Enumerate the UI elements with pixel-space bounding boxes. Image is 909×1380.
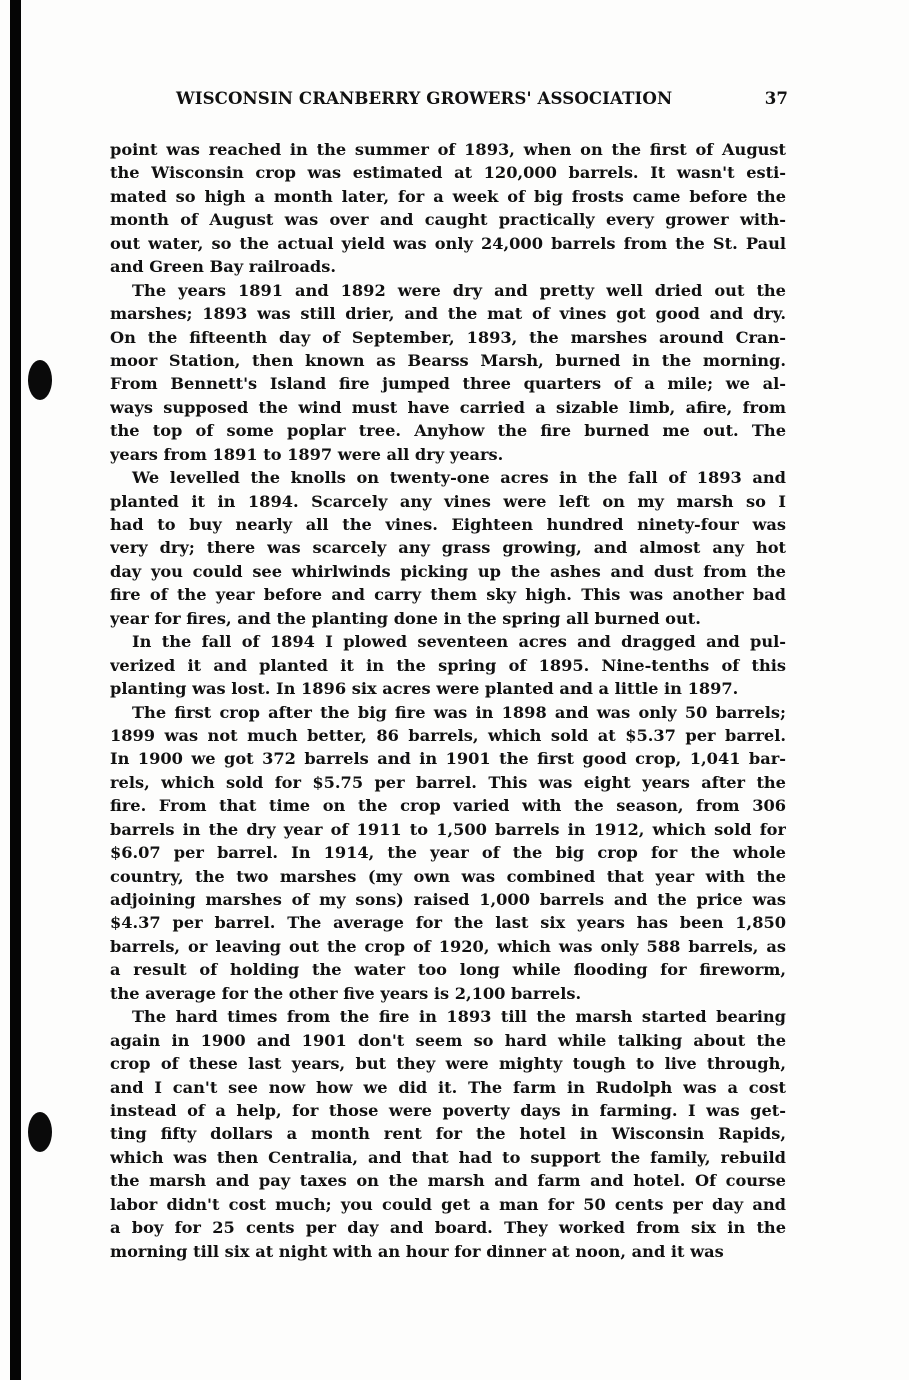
text-line: We levelled the knolls on twenty-one acres in the fall of 1893 and [132,468,786,488]
body-text [110,138,786,1263]
text-line: the top of some poplar tree. Anyhow the fire burned me out. The [110,421,786,441]
text-line: labor didn't cost much; you could get a man for 50 cents per day and [110,1194,786,1214]
punch-hole [28,360,52,400]
text-line: On the fifteenth day of September, 1893, the marshes around Cran- [110,327,786,347]
text-line: planting was lost. In 1896 six acres were planted and a little in 1897. [110,679,739,699]
text-line: barrels in the dry year of 1911 to 1,500 barrels in 1912, which sold for [110,819,786,839]
text-line: years from 1891 to 1897 were all dry years. [110,444,504,464]
text-line: 1899 was not much better, 86 barrels, which sold at $5.37 per barrel. [110,725,786,745]
text-line: rels, which sold for $5.75 per barrel. This was eight years after the [110,772,786,792]
text-line: had to buy nearly all the vines. Eighteen hundred ninety-four was [110,515,786,534]
text-line: $4.37 per barrel. The average for the last six years has been 1,850 [110,913,786,933]
text-line: year for fires, and the planting done in the spring all burned out. [110,608,701,628]
text-line: moor Station, then known as Bearss Marsh, burned in the morning. [110,350,786,370]
paragraph [110,138,786,279]
text-line: again in 1900 and 1901 don't seem so hard while talking about the [110,1030,786,1050]
text-line: the Wisconsin crop was estimated at 120,000 barrels. It wasn't esti- [110,163,786,183]
text-line: month of August was over and caught practically every grower with- [110,210,786,230]
text-line: out water, so the actual yield was only 24,000 barrels from the St. Paul [110,233,786,253]
text-line: verized it and planted it in the spring of 1895. Nine-tenths of this [110,655,786,675]
text-line: barrels, or leaving out the crop of 1920, which was only 588 barrels, as [110,936,786,956]
text-line: the average for the other five years is 2,100 barrels. [110,983,582,1003]
text-line: and I can't see now how we did it. The farm in Rudolph was a cost [110,1077,786,1097]
text-line: crop of these last years, but they were mighty tough to live through, [110,1054,786,1074]
punch-hole [28,1112,52,1152]
text-line: and Green Bay railroads. [110,257,336,277]
header-title: WISCONSIN CRANBERRY GROWERS' ASSOCIATION [176,88,673,108]
text-line: ways supposed the wind must have carried a sizable limb, afire, from [110,397,786,417]
text-line: In the fall of 1894 I plowed seventeen acres and dragged and pul- [132,632,786,652]
text-line: fire. From that time on the crop varied with the season, from 306 [110,796,786,816]
text-line: In 1900 we got 372 barrels and in 1901 the first good crop, 1,041 bar- [110,749,786,769]
paragraph [110,701,786,1006]
text-line: $6.07 per barrel. In 1914, the year of the big crop for the whole [110,843,786,863]
paragraph [110,630,786,700]
text-line: fire of the year before and carry them sky high. This was another bad [110,585,786,605]
text-line: The hard times from the fire in 1893 till the marsh started bearing [132,1007,786,1027]
text-line: The years 1891 and 1892 were dry and pretty well dried out the [132,280,786,300]
paragraph [110,279,786,467]
running-header [176,88,788,114]
text-line: point was reached in the summer of 1893, when on the first of August [110,140,786,159]
text-line: instead of a help, for those were poverty days in farming. I was get- [110,1100,786,1120]
text-line: adjoining marshes of my sons) raised 1,000 barrels and the price was [110,890,786,909]
text-line: marshes; 1893 was still drier, and the mat of vines got good and dry. [110,304,786,324]
text-line: a boy for 25 cents per day and board. They worked from six in the [110,1218,786,1238]
text-line: the marsh and pay taxes on the marsh and farm and hotel. Of course [110,1171,786,1191]
text-line: country, the two marshes (my own was combined that year with the [110,866,786,886]
text-line: which was then Centralia, and that had to support the family, rebuild [110,1147,786,1167]
binding-edge [10,0,21,1380]
text-line: ting fifty dollars a month rent for the hotel in Wisconsin Rapids, [110,1124,786,1144]
text-line: mated so high a month later, for a week of big frosts came before the [110,186,786,206]
text-line: a result of holding the water too long while flooding for fireworm, [110,960,786,980]
text-line: very dry; there was scarcely any grass growing, and almost any hot [110,538,786,558]
paragraph [110,1005,786,1263]
text-line: From Bennett's Island fire jumped three quarters of a mile; we al- [110,374,786,394]
paragraph [110,466,786,630]
text-line: The first crop after the big fire was in 1898 and was only 50 barrels; [132,702,786,722]
text-line: day you could see whirlwinds picking up the ashes and dust from the [110,561,786,581]
text-line: morning till six at night with an hour for dinner at noon, and it was [110,1241,724,1261]
page-number: 37 [764,88,788,108]
text-line: planted it in 1894. Scarcely any vines were left on my marsh so I [110,491,786,511]
